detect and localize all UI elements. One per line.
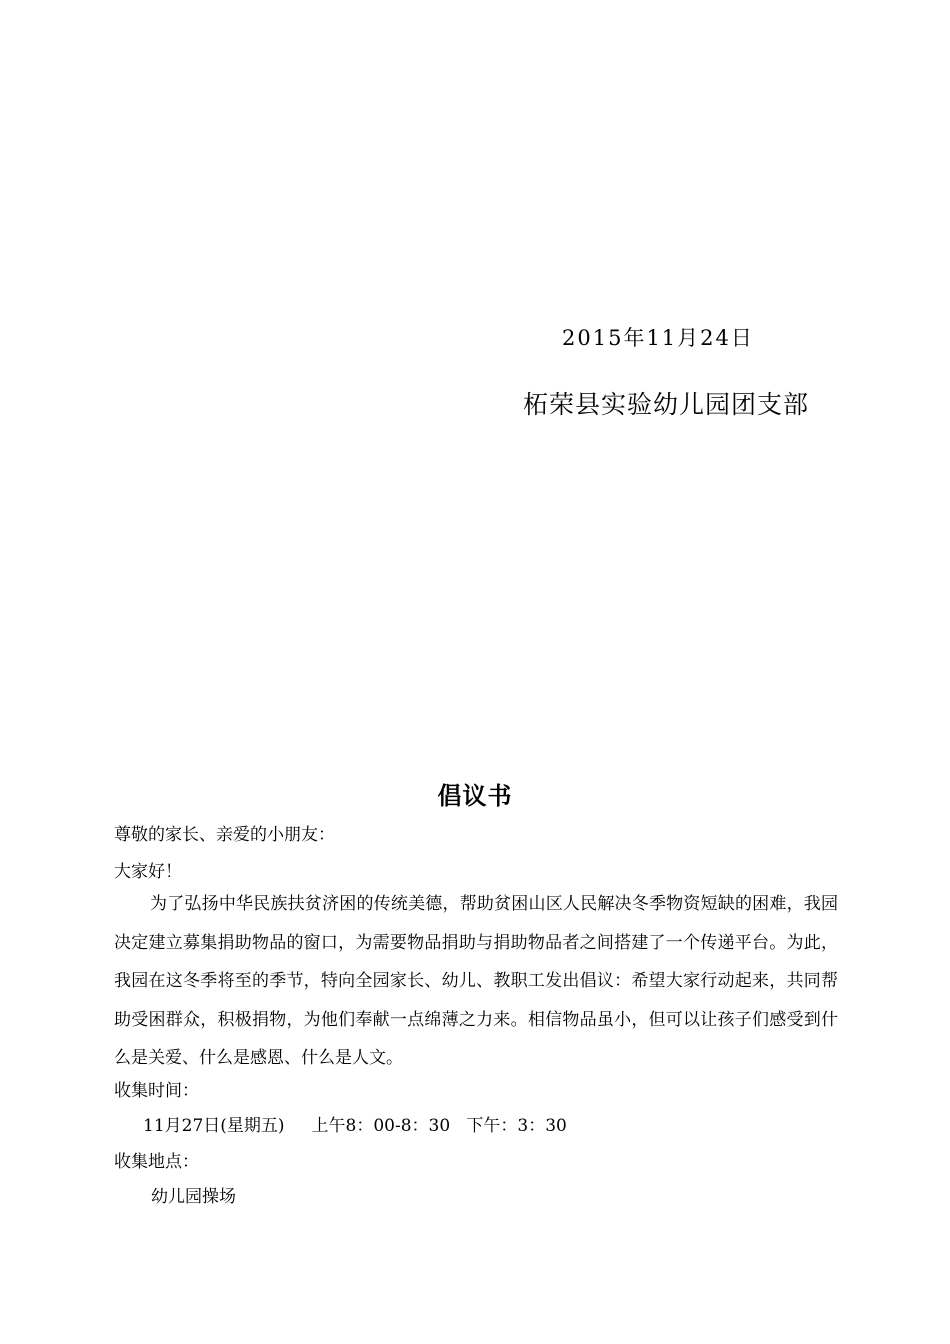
letter-title: 倡议书 [437, 782, 513, 810]
signature-organization: 柘荣县实验幼儿园团支部 [523, 390, 810, 419]
collection-time-label: 收集时间： [114, 1081, 199, 1101]
letter-body-paragraph: 为了弘扬中华民族扶贫济困的传统美德，帮助贫困山区人民解决冬季物资短缺的困难，我园决定建立募集捐助物品的窗口，为需要物品捐助与捐助物品者之间搭建了一个传递平台。为此，我园在这冬季将至的季节，特向全园家长、幼儿、教职工发出倡议：希望大家行动起来，共同帮助受困群众，积极捐物，为他们奉献一点绵薄之力来。相信物品虽小，但可以让孩子们感受到什么是关爱、什么是感恩、什么是人文。 [114, 894, 838, 1068]
letter-greeting: 大家好！ [114, 862, 182, 882]
collection-place-label: 收集地点： [114, 1152, 199, 1172]
signature-date: 2015年11月24日 [562, 326, 754, 350]
collection-time-value: 11月27日(星期五) 上午8：00-8：30 下午：3：30 [143, 1116, 567, 1136]
collection-place-value: 幼儿园操场 [151, 1187, 236, 1207]
letter-salutation: 尊敬的家长、亲爱的小朋友： [114, 825, 335, 845]
